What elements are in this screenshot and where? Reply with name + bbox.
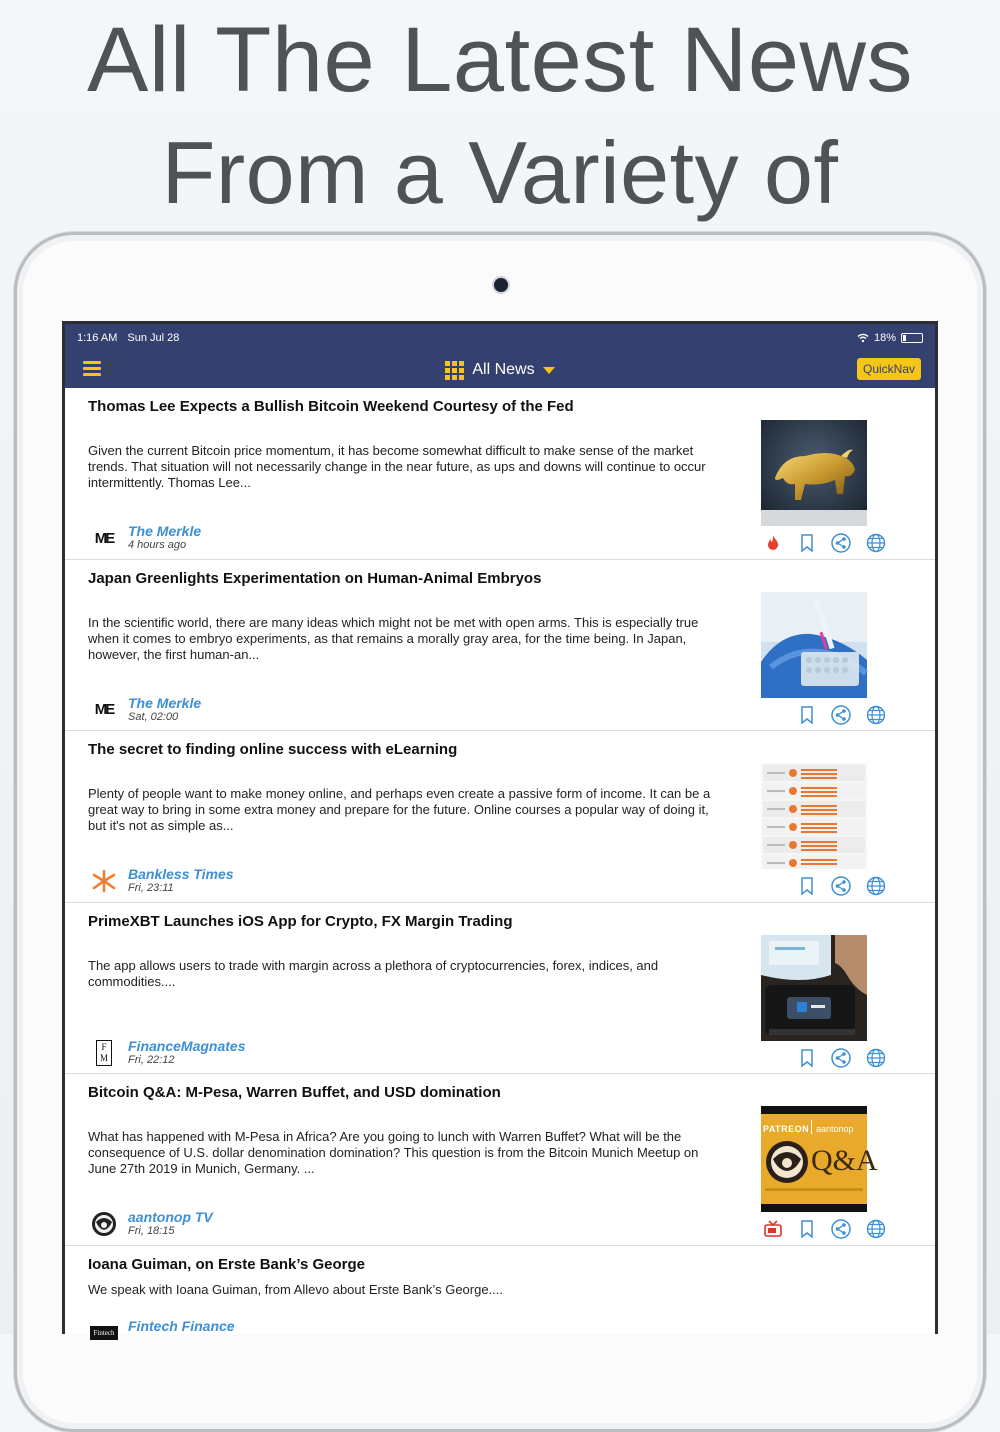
article-thumbnail[interactable] xyxy=(761,1106,878,1212)
globe-icon[interactable] xyxy=(866,876,886,896)
thumb-brand-text: PATREON xyxy=(763,1124,810,1134)
share-icon[interactable] xyxy=(831,876,851,896)
article-actions xyxy=(761,1048,891,1070)
nav-bar xyxy=(65,352,935,388)
article-actions xyxy=(761,533,891,555)
feed-title: All News xyxy=(472,361,535,378)
source-logo: ME xyxy=(94,529,114,547)
globe-icon[interactable] xyxy=(866,533,886,553)
article-time: Fri, 23:11 xyxy=(128,882,174,894)
share-icon[interactable] xyxy=(831,1048,851,1068)
tablet-screen xyxy=(62,321,938,1337)
article-description: What has happened with M-Pesa in Africa? Are you going to lunch with Warren Buffet? What will be the consequence of U.S. dollar denomination domination? This question is from the Bitcoin Munich Meetup on June 27th 2019 in Munich, Germany. ... xyxy=(88,1129,699,1176)
article-item[interactable] xyxy=(65,388,935,560)
article-thumbnail[interactable] xyxy=(761,420,867,526)
bookmark-icon[interactable] xyxy=(797,876,817,896)
article-actions xyxy=(761,1219,891,1241)
bookmark-icon[interactable] xyxy=(797,533,817,553)
article-actions xyxy=(761,876,891,898)
quicknav-button[interactable]: QuickNav xyxy=(857,358,921,380)
thumb-qa-text: Q&A xyxy=(811,1144,878,1177)
promo-headline-line2: From a Variety of xyxy=(161,123,839,222)
status-time: 1:16 AM xyxy=(77,332,118,344)
article-description: We speak with Ioana Guiman, from Allevo about Erste Bank’s George.... xyxy=(88,1281,504,1297)
article-time: 4 hours ago xyxy=(128,539,187,551)
globe-icon[interactable] xyxy=(866,705,886,725)
share-icon[interactable] xyxy=(831,705,851,725)
status-bar xyxy=(65,324,935,352)
source-name[interactable]: FinanceMagnates xyxy=(128,1037,246,1054)
article-title[interactable]: The secret to finding online success with eLearning xyxy=(88,741,458,758)
article-item[interactable] xyxy=(65,903,935,1075)
article-description: In the scientific world, there are many ideas which might not be met with open arms. This is especially true when it comes to embryo experiments, as that remains a morally gray area, for the time being. In Japan, however, the first human-an... xyxy=(88,614,699,662)
feed-selector[interactable] xyxy=(445,361,554,380)
source-name[interactable]: Bankless Times xyxy=(128,866,234,882)
source-logo: Fintech xyxy=(90,1320,118,1346)
source-logo xyxy=(90,1211,118,1237)
share-icon[interactable] xyxy=(831,533,851,553)
article-item[interactable] xyxy=(65,1246,935,1418)
article-item[interactable] xyxy=(65,1074,935,1246)
article-title[interactable]: Ioana Guiman, on Erste Bank’s George xyxy=(88,1255,366,1273)
source-logo xyxy=(90,868,118,894)
source-logo: ME xyxy=(94,701,114,718)
menu-icon[interactable] xyxy=(83,361,101,377)
article-description: Given the current Bitcoin price momentum, it has become somewhat difficult to make sense of the market trends. That situation will not necessarily change in the near future, as ups and downs will continue to occur intermittently. Thomas Lee... xyxy=(88,443,706,490)
globe-icon[interactable] xyxy=(866,1219,886,1239)
status-date: Sun Jul 28 xyxy=(127,332,180,344)
tv-icon xyxy=(763,1219,783,1239)
article-time: Fri, 22:12 xyxy=(128,1053,175,1066)
article-description: Plenty of people want to make money online, and perhaps even create a passive form of income. It can be a great way to bring in some extra money and prepare for the future. Online courses a popular way of doing it, but it's not as simple as... xyxy=(88,786,711,833)
thumb-handle-text: aantonop xyxy=(816,1124,854,1134)
article-time: Sat, 02:00 xyxy=(128,710,179,723)
bookmark-icon[interactable] xyxy=(797,1048,817,1068)
article-actions xyxy=(761,705,891,727)
battery-icon xyxy=(901,333,923,343)
fire-icon xyxy=(763,533,783,553)
article-item[interactable] xyxy=(65,560,935,732)
source-name[interactable]: The Merkle xyxy=(128,523,202,539)
article-thumbnail[interactable] xyxy=(761,935,867,1041)
source-name[interactable]: Fintech Finance xyxy=(128,1317,235,1334)
battery-percent: 18% xyxy=(873,332,896,344)
article-time: Fri, 18:15 xyxy=(128,1225,175,1237)
globe-icon[interactable] xyxy=(866,1048,886,1068)
bookmark-icon[interactable] xyxy=(797,705,817,725)
article-title[interactable]: Bitcoin Q&A: M-Pesa, Warren Buffet, and USD domination xyxy=(88,1084,501,1101)
chevron-down-icon xyxy=(543,367,555,374)
source-logo: F M xyxy=(90,1040,118,1066)
article-description: The app allows users to trade with margin across a plethora of cryptocurrencies, forex, indices, and commodities.... xyxy=(88,957,659,989)
source-name[interactable]: The Merkle xyxy=(128,694,202,711)
camera-icon xyxy=(494,278,508,292)
promo-headline-line1: All The Latest News xyxy=(87,9,913,111)
source-name[interactable]: aantonop TV xyxy=(128,1209,213,1225)
article-title[interactable]: Japan Greenlights Experimentation on Human-Animal Embryos xyxy=(88,569,542,587)
share-icon[interactable] xyxy=(831,1219,851,1239)
article-thumbnail[interactable] xyxy=(761,763,867,869)
article-thumbnail[interactable] xyxy=(761,592,867,698)
bookmark-icon[interactable] xyxy=(797,1219,817,1239)
logo-icon xyxy=(765,1140,809,1184)
wifi-icon xyxy=(857,333,869,343)
article-item[interactable] xyxy=(65,731,935,903)
article-title[interactable]: PrimeXBT Launches iOS App for Crypto, FX Margin Trading xyxy=(88,912,513,930)
article-title[interactable]: Thomas Lee Expects a Bullish Bitcoin Weekend Courtesy of the Fed xyxy=(88,398,574,415)
grid-icon xyxy=(445,361,464,380)
